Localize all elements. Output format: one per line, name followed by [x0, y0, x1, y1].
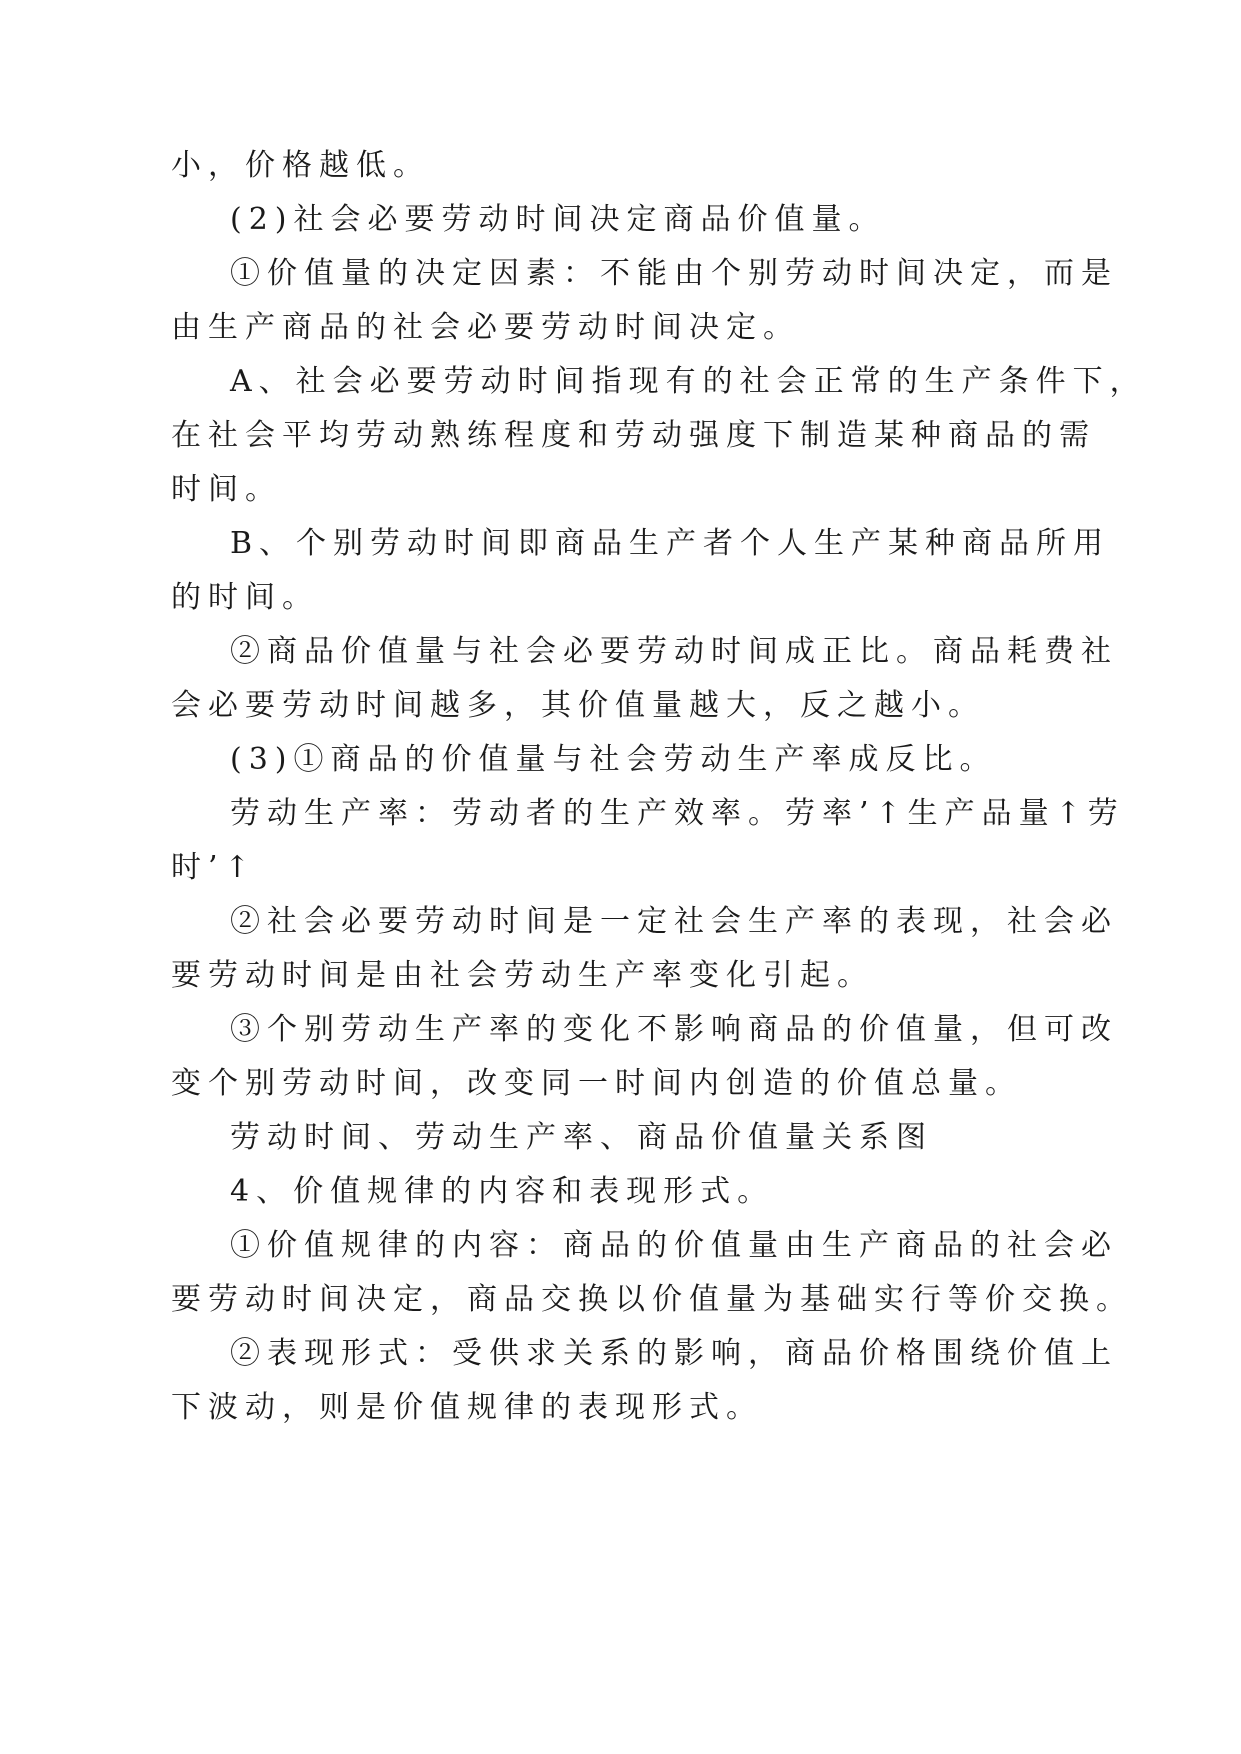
text-line: ②社会必要劳动时间是一定社会生产率的表现，社会必	[230, 904, 1118, 939]
text-line: B、个别劳动时间即商品生产者个人生产某种商品所用	[230, 526, 1111, 561]
text-line-continuation: 小，价格越低。	[171, 148, 430, 183]
text-line: 要劳动时间是由社会劳动生产率变化引起。	[171, 958, 874, 993]
text-line: 劳动生产率：劳动者的生产效率。劳率’↑生产品量↑劳	[230, 796, 1125, 831]
text-line: 的时间。	[171, 580, 319, 615]
text-line-heading-3: (3)①商品的价值量与社会劳动生产率成反比。	[230, 742, 997, 777]
text-line: 要劳动时间决定，商品交换以价值量为基础实行等价交换。	[171, 1282, 1133, 1317]
text-line: ①价值量的决定因素：不能由个别劳动时间决定，而是	[230, 256, 1118, 291]
text-line: 会必要劳动时间越多，其价值量越大，反之越小。	[171, 688, 985, 723]
text-line: 由生产商品的社会必要劳动时间决定。	[171, 310, 800, 345]
text-line: 在社会平均劳动熟练程度和劳动强度下制造某种商品的需	[171, 418, 1096, 453]
text-line: ②商品价值量与社会必要劳动时间成正比。商品耗费社	[230, 634, 1118, 669]
text-line: ③个别劳动生产率的变化不影响商品的价值量，但可改	[230, 1012, 1118, 1047]
text-line-figure-caption: 劳动时间、劳动生产率、商品价值量关系图	[230, 1120, 933, 1155]
text-line: A、社会必要劳动时间指现有的社会正常的生产条件下，	[230, 364, 1147, 399]
text-line-heading-4: 4、价值规律的内容和表现形式。	[230, 1174, 775, 1209]
text-line: 下波动，则是价值规律的表现形式。	[171, 1390, 763, 1425]
text-line: ①价值规律的内容：商品的价值量由生产商品的社会必	[230, 1228, 1118, 1263]
text-line: 时间。	[171, 472, 282, 507]
text-line: 时’↑	[171, 850, 257, 885]
text-line-heading-2: (2)社会必要劳动时间决定商品价值量。	[230, 202, 886, 237]
text-line: 变个别劳动时间，改变同一时间内创造的价值总量。	[171, 1066, 1022, 1101]
text-line: ②表现形式：受供求关系的影响，商品价格围绕价值上	[230, 1336, 1118, 1371]
